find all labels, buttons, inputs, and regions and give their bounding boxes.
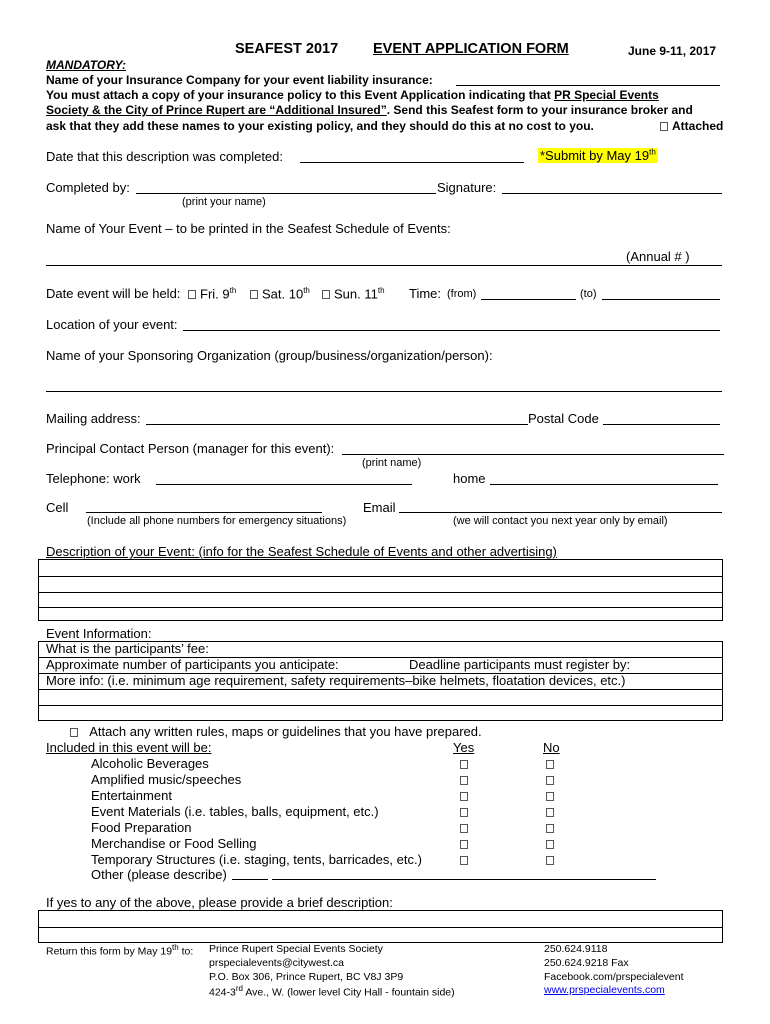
- friday-sup: th: [229, 286, 237, 295]
- included-item-no-checkbox[interactable]: [546, 840, 554, 849]
- saturday-label: Sat. 10: [262, 286, 304, 302]
- brief-line-1: [39, 927, 722, 928]
- insurance-text-2: PR Special Events: [554, 88, 659, 102]
- included-item-label: Merchandise or Food Selling: [91, 836, 257, 851]
- saturday-option[interactable]: [250, 286, 310, 301]
- signature-field[interactable]: [502, 193, 722, 194]
- insurance-company-field[interactable]: [456, 85, 720, 86]
- insurance-text-1: You must attach a copy of your insurance policy to this Event Application indicating that: [46, 88, 551, 102]
- telephone-home-label: home: [453, 471, 486, 486]
- included-label: Included in this event will be:: [46, 740, 212, 755]
- sunday-label: Sun. 11: [334, 286, 378, 302]
- date-completed-field[interactable]: [300, 162, 524, 163]
- submit-deadline: [538, 148, 658, 163]
- annual-number: (Annual # ): [626, 249, 690, 264]
- time-label: Time:: [409, 286, 442, 301]
- date-held-label: Date event will be held:: [46, 286, 181, 301]
- org-address: [209, 984, 455, 999]
- return-form-label: [46, 943, 193, 958]
- saturday-checkbox[interactable]: [250, 290, 258, 299]
- website-link[interactable]: www.prspecialevents.com: [544, 984, 665, 996]
- included-item-no-checkbox[interactable]: [546, 824, 554, 833]
- attached-label: Attached: [672, 119, 724, 133]
- principal-label: Principal Contact Person (manager for this event):: [46, 441, 335, 456]
- included-item-label: Food Preparation: [91, 820, 192, 835]
- time-to-label: (to): [580, 288, 597, 300]
- other-describe-field[interactable]: [272, 879, 656, 880]
- attached-checkbox[interactable]: [660, 122, 668, 131]
- org-po-box: P.O. Box 306, Prince Rupert, BC V8J 3P9: [209, 971, 404, 983]
- included-item-no-checkbox[interactable]: [546, 776, 554, 785]
- event-dates: June 9-11, 2017: [628, 44, 717, 58]
- location-label: Location of your event:: [46, 317, 178, 332]
- brief-description-box[interactable]: [38, 910, 723, 943]
- included-item-no-checkbox[interactable]: [546, 808, 554, 817]
- insurance-text-4: . Send this Seafest form to your insurance broker and: [386, 103, 693, 117]
- no-header: No: [543, 740, 560, 755]
- postal-code-field[interactable]: [603, 424, 720, 425]
- description-line-2: [39, 592, 722, 593]
- contact-next-year-hint: (we will contact you next year only by email): [453, 515, 668, 527]
- signature-label: Signature:: [437, 180, 497, 195]
- submit-deadline-text: *Submit by May 19: [540, 148, 650, 164]
- included-item-label: Event Materials (i.e. tables, balls, equipment, etc.): [91, 804, 379, 819]
- cell-field[interactable]: [86, 512, 322, 513]
- insurance-policy-text: [46, 88, 659, 102]
- submit-deadline-sup: th: [649, 148, 656, 157]
- included-item-yes-checkbox[interactable]: [460, 760, 468, 769]
- other-short-field[interactable]: [232, 879, 268, 880]
- included-item-no-checkbox[interactable]: [546, 792, 554, 801]
- return-sup: th: [172, 943, 179, 952]
- register-deadline-label: Deadline participants must register by:: [409, 657, 631, 672]
- attach-rules-row[interactable]: [70, 724, 482, 739]
- include-phones-hint: (Include all phone numbers for emergency situations): [87, 515, 347, 527]
- org-fax: 250.624.9218 Fax: [544, 957, 629, 969]
- return-text: Return this form by May 19: [46, 945, 173, 958]
- sponsor-label: Name of your Sponsoring Organization (group/business/organization/person):: [46, 348, 493, 363]
- event-info-label: Event Information:: [46, 626, 152, 641]
- cell-label: Cell: [46, 500, 69, 515]
- broker-text: ask that they add these names to your existing policy, and they should do this at no cost to you.: [46, 119, 594, 133]
- description-box[interactable]: [38, 559, 723, 621]
- friday-checkbox[interactable]: [188, 290, 196, 299]
- print-name-hint: (print name): [362, 457, 422, 469]
- address-b: Ave., W. (lower level City Hall - fountain side): [242, 986, 455, 999]
- other-describe-label: Other (please describe): [91, 867, 227, 882]
- brief-description-label: If yes to any of the above, please provide a brief description:: [46, 895, 393, 910]
- saturday-sup: th: [303, 286, 310, 295]
- time-to-field[interactable]: [602, 299, 720, 300]
- title-event-application: EVENT APPLICATION FORM: [373, 41, 569, 57]
- included-item-yes-checkbox[interactable]: [460, 840, 468, 849]
- attach-rules-label: Attach any written rules, maps or guidelines that you have prepared.: [89, 724, 482, 739]
- insurance-company-label: Name of your Insurance Company for your event liability insurance:: [46, 73, 433, 87]
- date-completed-label: Date that this description was completed:: [46, 149, 284, 164]
- form-title: [235, 41, 338, 57]
- event-info-line-4: [39, 705, 722, 706]
- completed-by-field[interactable]: [136, 193, 436, 194]
- org-phone: 250.624.9118: [544, 943, 608, 955]
- attached-checkbox-row[interactable]: [660, 119, 723, 133]
- event-name-field[interactable]: [46, 265, 722, 266]
- included-item-yes-checkbox[interactable]: [460, 856, 468, 865]
- yes-header: Yes: [453, 740, 475, 755]
- included-item-no-checkbox[interactable]: [546, 760, 554, 769]
- mailing-field[interactable]: [146, 424, 528, 425]
- included-item-label: Amplified music/speeches: [91, 772, 242, 787]
- included-item-label: Temporary Structures (i.e. staging, tents, barricades, etc.): [91, 852, 422, 867]
- print-your-name-hint: (print your name): [182, 196, 266, 208]
- completed-by-label: Completed by:: [46, 180, 130, 195]
- included-item-yes-checkbox[interactable]: [460, 792, 468, 801]
- title-seafest: SEAFEST 2017: [235, 41, 339, 57]
- event-name-label: Name of Your Event – to be printed in the Seafest Schedule of Events:: [46, 221, 451, 236]
- address-sup: rd: [235, 984, 243, 993]
- sponsor-field[interactable]: [46, 391, 722, 392]
- telephone-work-field[interactable]: [156, 484, 412, 485]
- included-item-no-checkbox[interactable]: [546, 856, 554, 865]
- sunday-sup: th: [377, 286, 385, 295]
- postal-code-label: Postal Code: [528, 411, 599, 426]
- principal-field[interactable]: [342, 454, 724, 455]
- additional-insured-text: [46, 103, 693, 117]
- telephone-work-label: Telephone: work: [46, 471, 141, 486]
- sunday-checkbox[interactable]: [322, 290, 330, 299]
- friday-label: Fri. 9: [200, 286, 230, 302]
- description-line-1: [39, 576, 722, 577]
- description-label: Description of your Event: (info for the Seafest Schedule of Events and other advertising): [46, 544, 557, 559]
- participants-count-label: Approximate number of participants you anticipate:: [46, 657, 339, 672]
- time-from-field[interactable]: [481, 299, 576, 300]
- org-facebook: Facebook.com/prspecialevent: [544, 971, 684, 983]
- participants-fee-label: What is the participants’ fee:: [46, 641, 209, 656]
- email-label: Email: [363, 500, 396, 515]
- telephone-home-field[interactable]: [490, 484, 718, 485]
- description-line-3: [39, 607, 722, 608]
- org-email: prspecialevents@citywest.ca: [209, 957, 344, 969]
- return-to: to:: [178, 945, 194, 958]
- location-field[interactable]: [183, 330, 720, 331]
- address-a: 424-3: [209, 986, 236, 999]
- time-from-label: (from): [447, 288, 477, 300]
- mailing-label: Mailing address:: [46, 411, 141, 426]
- org-website-row: [544, 984, 665, 996]
- sunday-option[interactable]: [322, 286, 385, 301]
- friday-option[interactable]: [188, 286, 236, 301]
- included-item-label: Alcoholic Beverages: [91, 756, 209, 771]
- more-info-label: More info: (i.e. minimum age requirement, safety requirements–bike helmets, floatation devices, etc.): [46, 673, 626, 688]
- attach-rules-checkbox[interactable]: [70, 728, 78, 737]
- included-item-yes-checkbox[interactable]: [460, 808, 468, 817]
- event-info-line-3: [39, 689, 722, 690]
- org-name: Prince Rupert Special Events Society: [209, 943, 383, 955]
- included-item-yes-checkbox[interactable]: [460, 824, 468, 833]
- included-item-yes-checkbox[interactable]: [460, 776, 468, 785]
- mandatory-label: MANDATORY:: [46, 58, 127, 72]
- email-field[interactable]: [399, 512, 722, 513]
- insurance-text-3: Society & the City of Prince Rupert are “Additional Insured”: [46, 103, 387, 117]
- included-item-label: Entertainment: [91, 788, 172, 803]
